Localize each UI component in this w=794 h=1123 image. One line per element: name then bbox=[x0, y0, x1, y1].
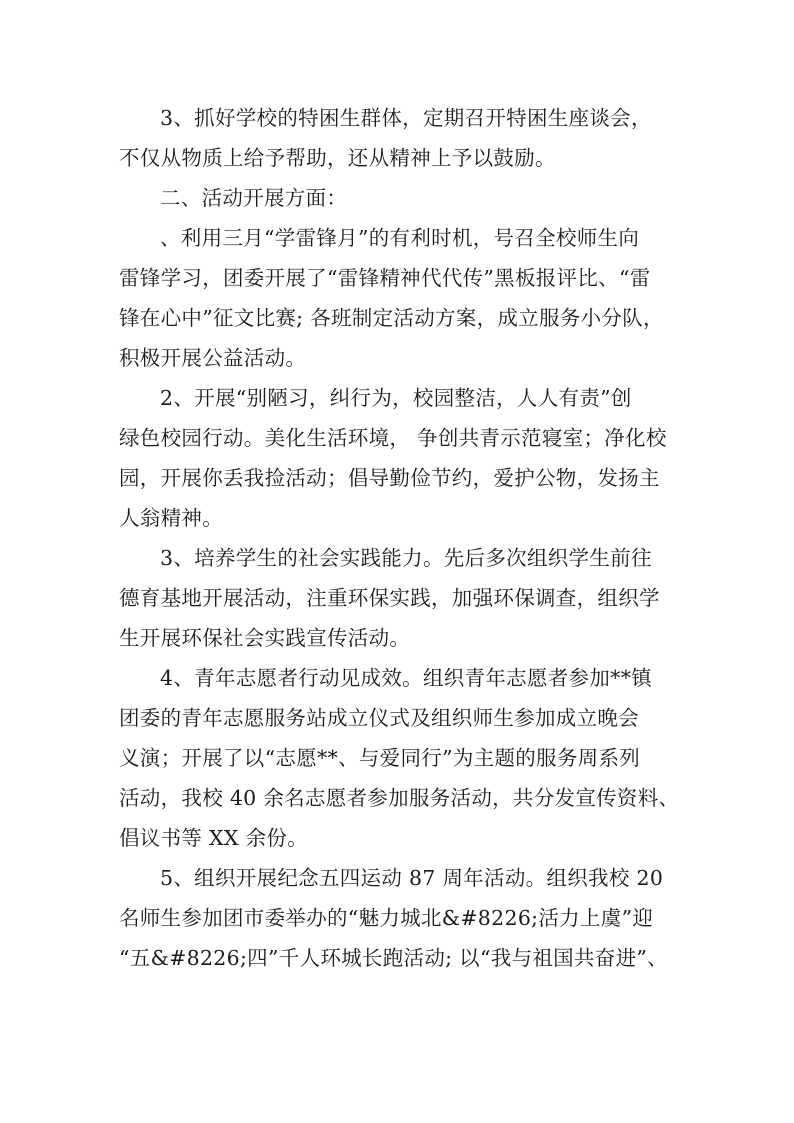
text-line: 生开展环保社会实践宣传活动。 bbox=[119, 626, 411, 650]
paragraph-green-campus bbox=[119, 378, 691, 538]
text-line: 绿色校园行动。美化生活环境， 争创共青示范寝室；净化校 bbox=[119, 426, 667, 450]
text-line: 、利用三月“学雷锋月”的有利时机，号召全校师生向 bbox=[160, 226, 640, 250]
paragraph-social-practice bbox=[119, 538, 691, 658]
text-line: 活动，我校 40 余名志愿者参加服务活动，共分发宣传资料、 bbox=[119, 786, 680, 810]
text-line: 雷锋学习，团委开展了“雷锋精神代代传”黑板报评比、“雷 bbox=[119, 266, 651, 290]
text-line: 2、开展“别陋习，纠行为，校园整洁，人人有责”创 bbox=[160, 386, 632, 410]
text-line: 义演；开展了以“志愿**、与爱同行”为主题的服务周系列 bbox=[119, 746, 641, 770]
section-heading-activities bbox=[119, 178, 691, 218]
text-line: 人翁精神。 bbox=[119, 506, 223, 530]
text-line: 名师生参加团市委举办的“魅力城北&#8226;活力上虞”迎 bbox=[119, 906, 654, 930]
paragraph-may-fourth bbox=[119, 858, 691, 978]
text-line: 3、培养学生的社会实践能力。先后多次组织学生前往 bbox=[160, 546, 652, 570]
paragraph-special-needs bbox=[119, 98, 691, 178]
text-line: “五&#8226;四”千人环城长跑活动; 以“我与祖国共奋进”、 bbox=[119, 946, 668, 970]
text-line: 德育基地开展活动，注重环保实践，加强环保调查，组织学 bbox=[119, 586, 660, 610]
text-line: 5、组织开展纪念五四运动 87 周年活动。组织我校 20 bbox=[160, 866, 664, 890]
text-line: 园，开展你丢我捡活动；倡导勤俭节约，爱护公物，发扬主 bbox=[119, 466, 660, 490]
text-line: 二、活动开展方面： bbox=[160, 186, 348, 210]
text-line: 不仅从物质上给予帮助，还从精神上予以鼓励。 bbox=[119, 146, 556, 170]
paragraph-learn-from-leifeng bbox=[119, 218, 691, 378]
text-line: 积极开展公益活动。 bbox=[119, 346, 307, 370]
text-line: 锋在心中”征文比赛; 各班制定活动方案，成立服务小分队， bbox=[119, 306, 664, 330]
text-line: 团委的青年志愿服务站成立仪式及组织师生参加成立晚会 bbox=[119, 706, 639, 730]
text-line: 3、抓好学校的特困生群体，定期召开特困生座谈会， bbox=[160, 106, 652, 130]
document-body bbox=[119, 98, 691, 978]
text-line: 倡议书等 XX 余份。 bbox=[119, 826, 309, 850]
paragraph-volunteers bbox=[119, 658, 691, 858]
text-line: 4、青年志愿者行动见成效。组织青年志愿者参加**镇 bbox=[160, 666, 653, 690]
